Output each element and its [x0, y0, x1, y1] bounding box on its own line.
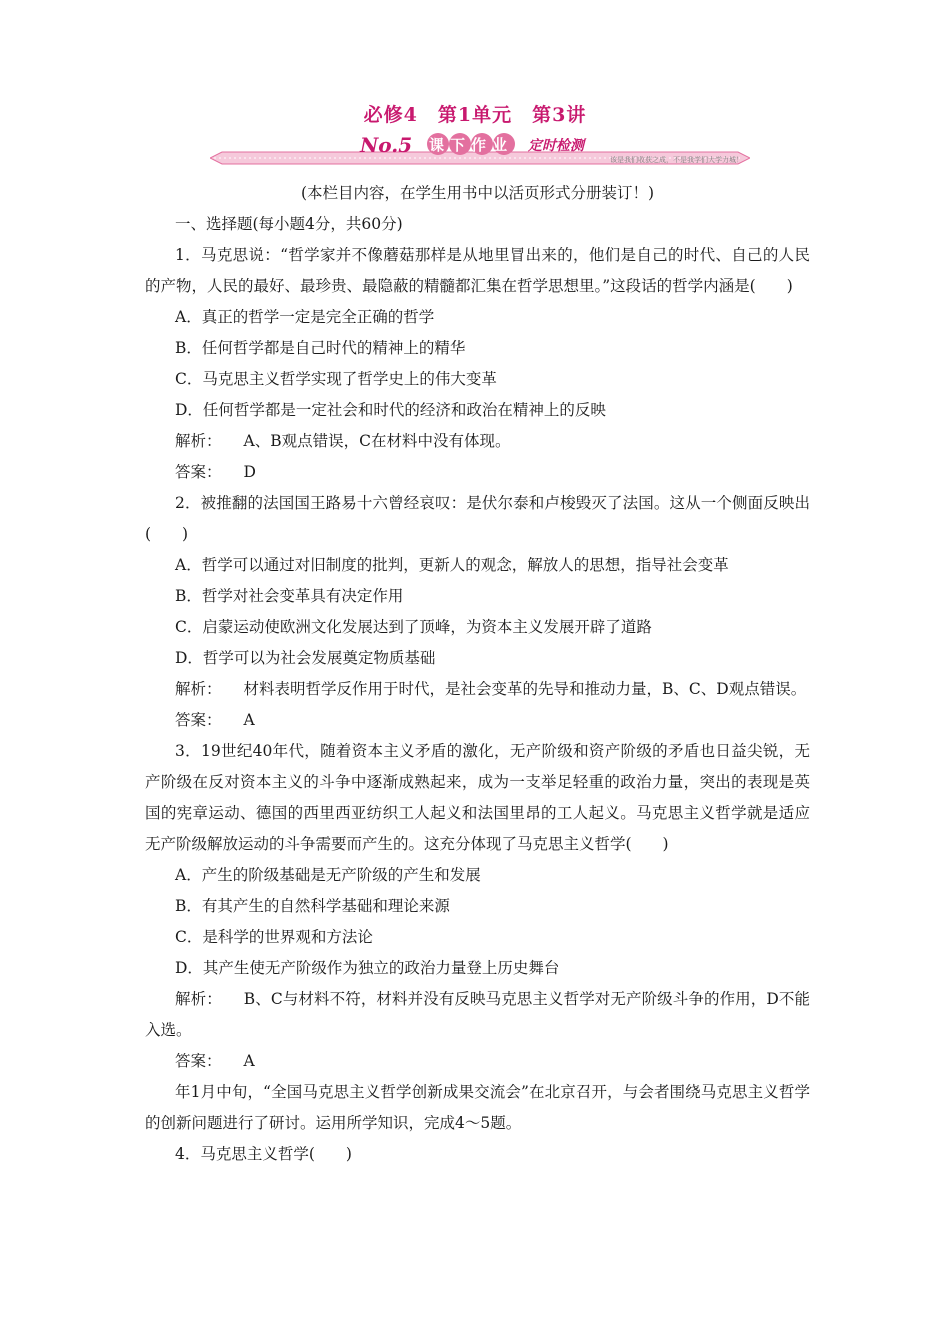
answer-value: D	[243, 463, 256, 481]
option-d: D．其产生使无产阶级作为独立的政治力量登上历史舞台	[175, 959, 560, 977]
analysis	[145, 674, 810, 705]
banner-slogan: 该是我们收获之成，不是我学们大学力城！	[610, 156, 743, 164]
analysis-label: 解析：	[175, 990, 222, 1008]
page-title: 必修4 第1单元 第3讲	[363, 104, 587, 126]
question-stem: 3．19世纪40年代，随着资本主义矛盾的激化，无产阶级和资产阶级的矛盾也日益尖锐，无产阶级在反对资本主义的斗争中逐渐成熟起来，成为一支举足轻重的政治力量，突出的表现是英国的宪章运动、德国的西里西亚纺织工人起义和法国里昂的工人起义。马克思主义哲学就是适应无产阶级解放运动的斗争需要而产生的。这充分体现了马克思主义哲学( )	[145, 742, 810, 853]
analysis-label: 解析：	[175, 680, 222, 698]
answer	[145, 457, 810, 488]
banner-tag-test: 定时检测	[528, 138, 584, 154]
banner-graphic	[210, 128, 750, 170]
answer-value: A	[243, 711, 255, 729]
option-a: A．产生的阶级基础是无产阶级的产生和发展	[175, 866, 481, 884]
section-banner	[210, 128, 750, 170]
section-heading: 一、选择题(每小题4分，共60分)	[175, 215, 403, 233]
analysis-text: B、C与材料不符，材料并没有反映马克思主义哲学对无产阶级斗争的作用，D不能入选。	[145, 990, 810, 1039]
document-body	[145, 178, 810, 1170]
banner-tag-homework: 课下作业	[429, 136, 514, 154]
option-c: C．启蒙运动使欧洲文化发展达到了顶峰，为资本主义发展开辟了道路	[175, 618, 652, 636]
option-b: B．有其产生的自然科学基础和理论来源	[175, 897, 450, 915]
option-b: B．任何哲学都是自己时代的精神上的精华	[175, 339, 466, 357]
question-stem: 4．马克思主义哲学( )	[175, 1145, 352, 1163]
answer-label: 答案：	[175, 711, 222, 729]
option-c: C．是科学的世界观和方法论	[175, 928, 373, 946]
answer	[145, 1046, 810, 1077]
answer-value: A	[243, 1052, 255, 1070]
option-a: A．哲学可以通过对旧制度的批判，更新人的观念，解放人的思想，指导社会变革	[175, 556, 729, 574]
option-b: B．哲学对社会变革具有决定作用	[175, 587, 404, 605]
option-c: C．马克思主义哲学实现了哲学史上的伟大变革	[175, 370, 497, 388]
analysis-label: 解析：	[175, 432, 222, 450]
analysis-text: 材料表明哲学反作用于时代，是社会变革的先导和推动力量，B、C、D观点错误。	[243, 680, 807, 698]
answer-label: 答案：	[175, 1052, 222, 1070]
analysis	[145, 426, 810, 457]
question-stem: 2．被推翻的法国国王路易十六曾经哀叹：是伏尔泰和卢梭毁灭了法国。这从一个侧面反映出( )	[145, 494, 810, 543]
analysis	[145, 984, 810, 1046]
option-d: D．哲学可以为社会发展奠定物质基础	[175, 649, 436, 667]
binding-notice: (本栏目内容，在学生用书中以活页形式分册装订！)	[300, 184, 655, 202]
material-paragraph: 年1月中旬，“全国马克思主义哲学创新成果交流会”在北京召开，与会者围绕马克思主义哲学的创新问题进行了研讨。运用所学知识，完成4～5题。	[145, 1083, 810, 1132]
analysis-text: A、B观点错误，C在材料中没有体现。	[243, 432, 511, 450]
answer-label: 答案：	[175, 463, 222, 481]
question-stem: 1．马克思说：“哲学家并不像蘑菇那样是从地里冒出来的，他们是自己的时代、自己的人民的产物，人民的最好、最珍贵、最隐蔽的精髓都汇集在哲学思想里。”这段话的哲学内涵是( )	[145, 246, 810, 295]
option-a: A．真正的哲学一定是完全正确的哲学	[175, 308, 435, 326]
banner-number: No.5	[360, 133, 413, 157]
option-d: D．任何哲学都是一定社会和时代的经济和政治在精神上的反映	[175, 401, 606, 419]
answer	[145, 705, 810, 736]
